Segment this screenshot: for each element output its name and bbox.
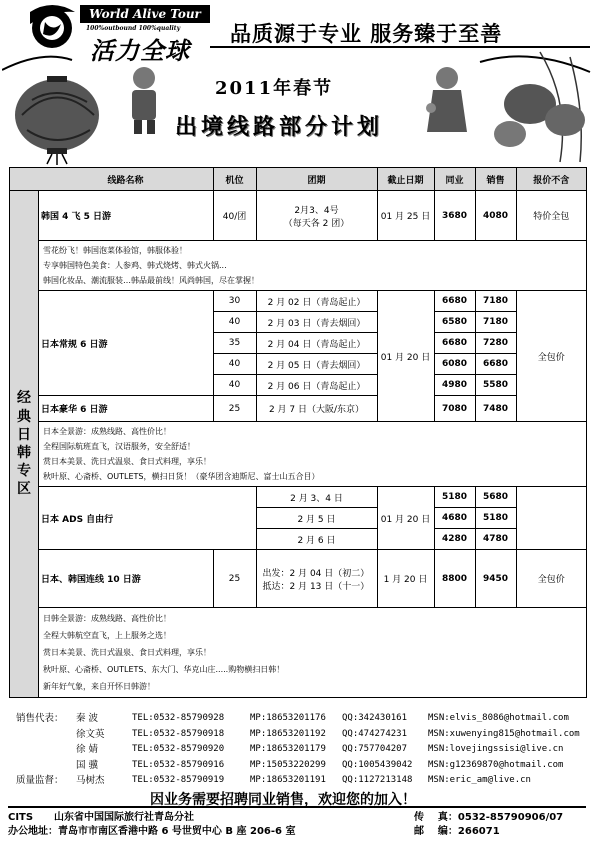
contact-tel: TEL:0532-85790918 (132, 728, 225, 739)
trade-cell: 4980 (434, 375, 475, 396)
trade-cell: 5180 (434, 487, 475, 508)
trade-jk: 8800 (434, 550, 475, 608)
logo-subtitle: 100%outbound 100%quality (86, 25, 181, 32)
table-row (10, 241, 587, 291)
company-fax: 传 真：0532-85790906/07 (414, 812, 564, 823)
note-korea: 特价全包 (516, 191, 587, 241)
sale-cell: 7280 (475, 333, 516, 354)
desc-korea: 雪花纷飞！韩国泡菜体验馆，韩服体验！ 专享韩国特色美食：人参鸡、韩式烧烤、韩式火锅... 韩国化妆品、潮流服装…韩品最前线！风尚韩国，尽在掌握！ (39, 241, 587, 291)
route-japan-regular: 日本常规 6 日游 (39, 291, 214, 396)
seats-cell: 40 (213, 375, 256, 396)
sale-cell: 5180 (475, 508, 516, 529)
deadline-jk: 1 月 20 日 (377, 550, 434, 608)
contact-msn: MSN:g12369870@hotmail.com (428, 759, 564, 770)
desc-japan: 日本全景游：成熟线路、高性价比！ 全程国际航班直飞，汉语服务，安全舒适！ 赏日本美景、洗日式温泉、食日式料理，享乐！ 秋叶原、心斋桥、OUTLETS，横扫日货！（豪华团含迪斯尼、富士山五合目） (39, 422, 587, 487)
child-figure-right-icon (425, 64, 470, 136)
seats-cell: 35 (213, 333, 256, 354)
seats-cell: 40 (213, 312, 256, 333)
trade-cell: 6580 (434, 312, 475, 333)
trade-cell: 6680 (434, 333, 475, 354)
date-cell: 2 月 7 日（大阪/东京） (256, 396, 377, 422)
route-korea: 韩国 4 飞 5 日游 (39, 191, 214, 241)
contact-row (16, 727, 580, 743)
title-line-2: 出境线路部分计划 (175, 114, 384, 140)
logo-text-cn: 活力全球 (90, 37, 190, 65)
side-label: 经典日韩专区 (10, 191, 39, 698)
contact-row (16, 742, 580, 758)
note-ads (516, 487, 587, 550)
contact-msn: MSN:lovejingssisi@live.cn (428, 744, 564, 754)
deadline-korea: 01 月 25 日 (377, 191, 434, 241)
contact-tel: TEL:0532-85790919 (132, 775, 225, 785)
seats-cell: 25 (213, 396, 256, 422)
dates-korea: 2月3、4号 （每天各 2 团） (256, 191, 377, 241)
trade-cell: 6080 (434, 354, 475, 375)
trade-cell: 4680 (434, 508, 475, 529)
seats-cell: 40 (213, 354, 256, 375)
contact-row (16, 758, 580, 774)
sale-cell: 4780 (475, 529, 516, 550)
table-row (10, 608, 587, 698)
sale-jk: 9450 (475, 550, 516, 608)
company-zip: 邮 编：266071 (414, 826, 500, 837)
date-cell: 2 月 5 日 (256, 508, 377, 529)
contact-qq: QQ:474274231 (342, 728, 408, 739)
logo-text-en: World Alive Tour (80, 5, 210, 23)
contacts-block (16, 711, 580, 789)
seats-jk: 25 (213, 550, 256, 608)
col-seats: 机位 (213, 168, 256, 191)
sale-cell: 6680 (475, 354, 516, 375)
date-cell: 2 月 3、4 日 (256, 487, 377, 508)
col-deadline: 截止日期 (377, 168, 434, 191)
date-cell: 2 月 06 日（青岛起止） (256, 375, 377, 396)
table-row (10, 291, 587, 312)
contact-qq: QQ:757704207 (342, 744, 408, 754)
header-spacer (10, 168, 39, 191)
contact-mp: MP:15053220299 (250, 759, 326, 770)
contact-msn: MSN:elvis_8086@hotmail.com (428, 713, 569, 723)
contact-qq: QQ:1127213148 (342, 775, 413, 785)
contact-name: 国 骥 (76, 759, 99, 771)
contact-name: 秦 波 (76, 713, 99, 724)
date-cell: 2 月 03 日（青去烟回） (256, 312, 377, 333)
contact-mp: MP:18653201176 (250, 713, 326, 723)
qc-label: 质量监督： (16, 775, 64, 786)
table-row (10, 191, 587, 241)
lantern-left-icon (2, 40, 132, 165)
tour-table (9, 167, 587, 698)
sale-cell: 7180 (475, 312, 516, 333)
col-dates: 团期 (256, 168, 377, 191)
route-japan-deluxe: 日本豪华 6 日游 (39, 396, 214, 422)
contact-mp: MP:18653201192 (250, 728, 326, 739)
contact-mp: MP:18653201179 (250, 744, 326, 754)
trade-cell: 6680 (434, 291, 475, 312)
child-figure-left-icon (122, 64, 167, 136)
contact-name: 马树杰 (76, 775, 105, 786)
contact-tel: TEL:0532-85790928 (132, 713, 225, 723)
contact-qq: QQ:342430161 (342, 713, 408, 723)
contact-tel: TEL:0532-85790920 (132, 744, 225, 754)
slogan: 品质源于专业 服务臻于至善 (230, 22, 503, 46)
table-row (10, 422, 587, 487)
sales-label: 销售代表： (16, 713, 64, 724)
sale-cell: 5580 (475, 375, 516, 396)
contact-msn: MSN:eric_am@live.cn (428, 775, 531, 785)
lantern-right-icon (470, 42, 595, 167)
desc-jk: 日韩全景游：成熟线路、高性价比！ 全程大韩航空直飞，上上服务之选！ 赏日本美景、洗日式温泉、食日式料理，享乐！ 秋叶原、心斋桥、OUTLETS、东大门、华克山庄.....购物横扫日韩！ 新年好气象，来自开怀日韩游！ (39, 608, 587, 698)
contact-msn: MSN:xuwenying815@hotmail.com (428, 728, 580, 739)
sale-cell: 7180 (475, 291, 516, 312)
sale-cell: 5680 (475, 487, 516, 508)
deadline-japan: 01 月 20 日 (377, 291, 434, 422)
contact-name: 徐 婧 (76, 744, 99, 755)
route-japan-korea: 日本、韩国连线 10 日游 (39, 550, 214, 608)
seats-cell: 30 (213, 291, 256, 312)
note-jk: 全包价 (516, 550, 587, 608)
route-japan-ads: 日本 ADS 自由行 (39, 487, 257, 550)
table-row (10, 550, 587, 608)
contact-tel: TEL:0532-85790916 (132, 759, 225, 770)
table-row (10, 487, 587, 508)
company-address: 办公地址：青岛市市南区香港中路 6 号世贸中心 B 座 206-6 室 (8, 826, 296, 837)
table-row (10, 396, 587, 422)
company-name: CITS 山东省中国国际旅行社青岛分社 (8, 812, 194, 823)
col-route: 线路名称 (39, 168, 214, 191)
date-cell: 2 月 02 日（青岛起止） (256, 291, 377, 312)
trade-korea: 3680 (434, 191, 475, 241)
col-excludes: 报价不含 (516, 168, 587, 191)
title-line-1: 2011年春节 (215, 78, 334, 99)
col-sale: 销售 (475, 168, 516, 191)
contact-name: 徐文英 (76, 728, 105, 740)
date-cell: 2 月 05 日（青去烟回） (256, 354, 377, 375)
trade-cell: 4280 (434, 529, 475, 550)
contact-row (16, 773, 580, 789)
dates-jk: 出发：2 月 04 日（初二） 抵达：2 月 13 日（十一） (256, 550, 377, 608)
contact-mp: MP:18653201191 (250, 775, 326, 785)
contact-qq: QQ:1005439042 (342, 759, 413, 770)
date-cell: 2 月 04 日（青岛起止） (256, 333, 377, 354)
col-trade: 同业 (434, 168, 475, 191)
sale-cell: 7480 (475, 396, 516, 422)
seats-korea: 40/团 (213, 191, 256, 241)
table-header-row (10, 168, 587, 191)
recruit-banner: 因业务需要招聘同业销售，欢迎您的加入！ (150, 792, 416, 808)
sale-korea: 4080 (475, 191, 516, 241)
trade-cell: 7080 (434, 396, 475, 422)
date-cell: 2 月 6 日 (256, 529, 377, 550)
contact-row (16, 711, 580, 727)
deadline-ads: 01 月 20 日 (377, 487, 434, 550)
note-japan: 全包价 (516, 291, 587, 422)
